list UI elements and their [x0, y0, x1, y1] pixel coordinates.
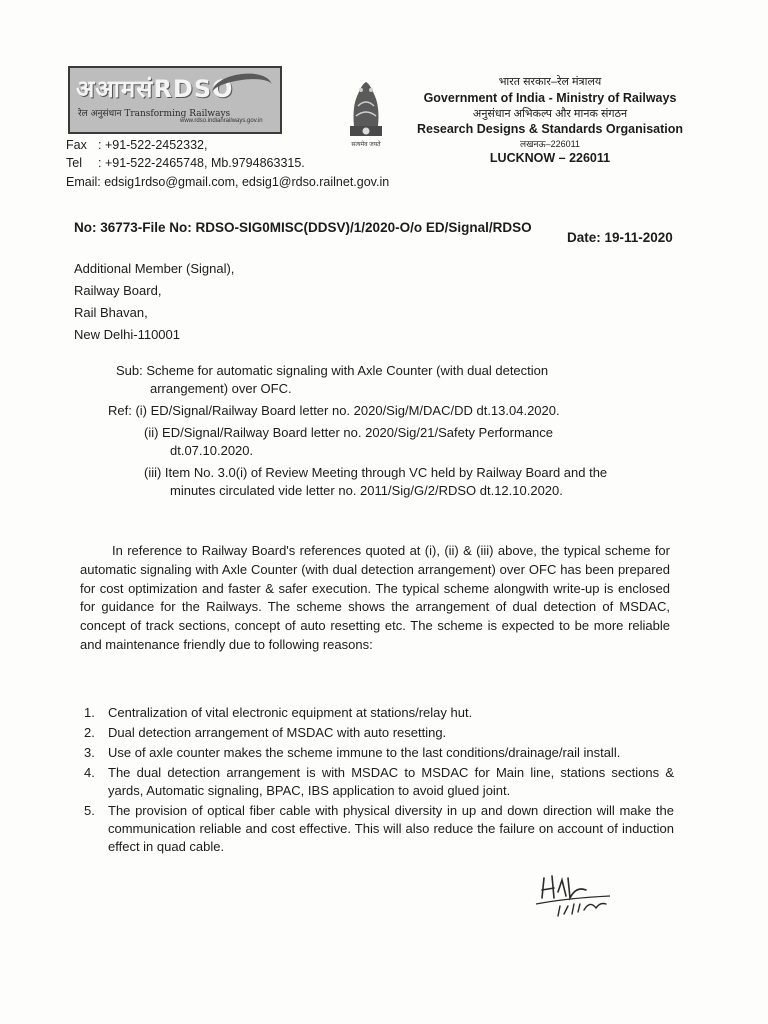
subject-line-1: Sub: Scheme for automatic signaling with Axle Counter (with dual detection: [116, 363, 549, 378]
reference-ii-line-1: (ii) ED/Signal/Railway Board letter no. 2020/Sig/21/Safety Performance: [144, 425, 553, 440]
org-english-line-1: Government of India - Ministry of Railways: [423, 91, 677, 105]
list-text: Centralization of vital electronic equipment at stations/relay hut.: [108, 705, 473, 720]
logo-url: www.rdso.indianrailways.gov.in: [180, 118, 263, 124]
address-line: Rail Bhavan,: [74, 305, 148, 320]
reference-iii-line-2: minutes circulated vide letter no. 2011/Sig/G/2/RDSO dt.12.10.2020.: [170, 483, 563, 498]
list-number: 5.: [84, 803, 95, 818]
list-text: The dual detection arrangement is with MSDAC to MSDAC for Main line, stations sections & yards, Automatic signaling, BPAC, IBS application to avoid glued joint.: [108, 765, 674, 798]
list-item: [84, 802, 674, 856]
list-text: The provision of optical fiber cable with physical diversity in up and down direction will make the communication reliable and cost effective. This will also reduce the failure on account of induction effect in quad cable.: [108, 803, 674, 854]
tel-row: [66, 154, 389, 172]
emblem-caption: सत्यमेव जयते: [351, 142, 381, 148]
reference-ii-line-2: dt.07.10.2020.: [170, 443, 254, 458]
city-english: LUCKNOW – 226011: [489, 151, 611, 165]
tel-label: Tel: [66, 156, 82, 170]
reasons-list: [84, 704, 674, 858]
recipient-address: [74, 258, 234, 346]
body-paragraph: In reference to Railway Board's references quoted at (i), (ii) & (iii) above, the typical scheme for automatic signaling with Axle Counter (with dual detection arrangement) over OFC has been prepared for cost optimization and faster & safer execution. The typical scheme alongwith write-up is enclosed for guidance for the Railways. The scheme shows the arrangement of dual detection of MSDAC, concept of track sections, concept of auto resetting etc. The scheme is expected to be more reliable and maintenance friendly due to following reasons:: [80, 543, 670, 652]
reference-i: Ref: (i) ED/Signal/Railway Board letter no. 2020/Sig/M/DAC/DD dt.13.04.2020.: [108, 403, 560, 418]
letter-date: Date: 19-11-2020: [567, 230, 673, 245]
logo-tagline: रेल अनुसंधान Transforming Railways: [78, 109, 231, 119]
subject-and-references: [108, 362, 676, 500]
list-item: [84, 724, 674, 742]
fax-row: [66, 136, 389, 154]
tel-value: : +91-522-2465748, Mb.9794863315.: [98, 156, 305, 170]
list-item: [84, 764, 674, 800]
contact-block: [66, 136, 389, 191]
handwritten-signature: [528, 868, 618, 922]
city-hindi: लखनऊ–226011: [520, 139, 580, 149]
fax-label: Fax: [66, 138, 87, 152]
address-line: Additional Member (Signal),: [74, 261, 235, 276]
national-emblem-icon: [344, 76, 388, 142]
list-number: 1.: [84, 705, 95, 720]
list-number: 4.: [84, 765, 95, 780]
org-hindi-line-2: अनुसंधान अभिकल्प और मानक संगठन: [472, 108, 628, 120]
rdso-logo: [68, 66, 282, 134]
reference-line: [74, 220, 694, 245]
org-hindi-line-1: भारत सरकार–रेल मंत्रालय: [498, 76, 602, 88]
list-item: [84, 704, 674, 722]
list-text: Use of axle counter makes the scheme immune to the last conditions/drainage/rail install.: [108, 745, 621, 760]
address-line: New Delhi-110001: [74, 327, 180, 342]
reference-iii-line-1: (iii) Item No. 3.0(i) of Review Meeting through VC held by Railway Board and the: [144, 465, 608, 480]
logo-main-text: अआमसंRDSO: [76, 75, 234, 103]
file-number: No: 36773-File No: RDSO-SIG0MISC(DDSV)/1/2020-O/o ED/Signal/RDSO: [74, 220, 532, 235]
list-number: 2.: [84, 725, 95, 740]
fax-value: : +91-522-2452332,: [98, 138, 208, 152]
email-line: Email: edsig1rdso@gmail.com, edsig1@rdso.railnet.gov.in: [66, 175, 390, 189]
list-number: 3.: [84, 745, 95, 760]
subject-line-2: arrangement) over OFC.: [150, 381, 292, 396]
address-line: Railway Board,: [74, 283, 162, 298]
organisation-block: [400, 74, 700, 165]
list-text: Dual detection arrangement of MSDAC with auto resetting.: [108, 725, 447, 740]
org-english-line-2: Research Designs & Standards Organisation: [416, 122, 684, 136]
list-item: [84, 744, 674, 762]
